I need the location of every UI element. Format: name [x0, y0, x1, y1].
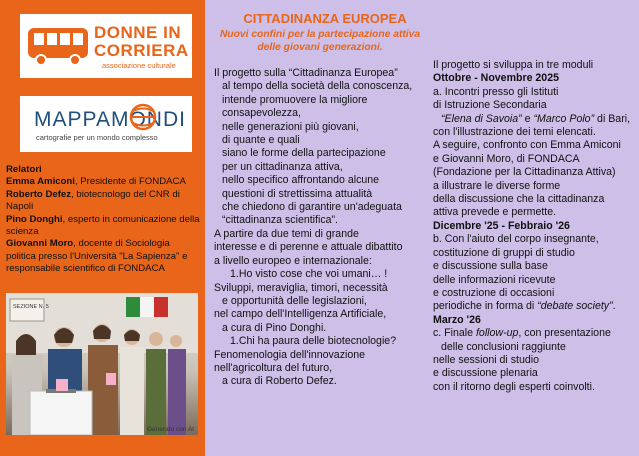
text-line: Fenomenologia dell'innovazione [214, 348, 366, 361]
text-line: questioni di strettissima attualità [222, 187, 373, 200]
text-line: intende promuovere la migliore [222, 93, 368, 106]
text-line: di quante e quali [222, 134, 300, 147]
text-line: b. Con l'aiuto del corpo insegnante, [433, 233, 599, 246]
text-line: A seguire, confronto con Emma Amiconi [433, 139, 621, 152]
text-line: al tempo della società della conoscenza, [222, 80, 413, 93]
page-title: CITTADINANZA EUROPEA [243, 11, 407, 26]
text-line: a livello europeo e internazionale: [214, 254, 372, 267]
text-line: con il ritorno degli esperti coinvolti. [433, 380, 595, 393]
text-line: e Giovanni Moro, di FONDACA [433, 152, 580, 165]
text-line: nel campo dell'Intelligenza Artificiale, [214, 308, 387, 321]
polling-sign: SEZIONE N. 5 [13, 304, 49, 310]
text-line: nell'agricoltura del futuro, [214, 361, 333, 374]
text-line: nelle sessioni di studio [433, 353, 539, 366]
photo-caption: Generato con AI [147, 426, 194, 433]
speaker-item: Pino Donghi, esperto in comunicazione della scienza [6, 213, 200, 238]
donne-logo-title: DONNE IN CORRIERA [94, 23, 189, 60]
text-line: di Istruzione Secondaria [433, 99, 547, 112]
text-line: “cittadinanza scientifica”. [222, 214, 338, 227]
project-description-column [214, 67, 430, 389]
module-2-title: Dicembre '25 - Febbraio '26 [433, 219, 570, 232]
text-line: a. Incontri presso gli Istituti [433, 85, 559, 98]
text-line: Sviluppi, meraviglia, timori, necessità [214, 281, 388, 294]
module-1-title: Ottobre - Novembre 2025 [433, 72, 559, 85]
bus-icon [26, 24, 90, 68]
text-line: siano le forme della partecipazione [222, 147, 386, 160]
mappamondi-title: MAPPAMONDI [34, 108, 186, 131]
text-line: della discussione che la cittadinanza [433, 193, 605, 206]
speaker-item: Emma Amiconi, Presidente di FONDACA [6, 176, 186, 188]
text-line: consapevolezza, [222, 107, 301, 120]
topic-2-title: 1.Chi ha paura delle biotecnologie? [230, 335, 397, 348]
speakers-heading: Relatori [6, 164, 42, 175]
debate-line: periodiche in forma di “debate society”. [433, 300, 616, 313]
text-line: e discussione sulla base [433, 260, 548, 273]
text-line: delle conclusioni raggiunte [441, 340, 566, 353]
text-line: nello specifico affrontando alcune [222, 174, 380, 187]
text-line: delle informazioni ricevute [433, 273, 556, 286]
text-line: (Fondazione per la Cittadinanza Attiva) [433, 166, 616, 179]
text-line: a cura di Roberto Defez. [222, 375, 337, 388]
text-line: e discussione plenaria [433, 367, 538, 380]
text-line: nelle generazioni più giovani, [222, 120, 359, 133]
text-line: con l'illustrazione dei temi elencati. [433, 126, 596, 139]
speakers-list [6, 164, 202, 276]
text-line: Il progetto sulla “Cittadinanza Europea” [214, 67, 398, 79]
left-sidebar [0, 0, 205, 456]
donne-logo-subtitle: associazione culturale [102, 61, 176, 70]
text-line: a cura di Pino Donghi. [222, 321, 327, 334]
speaker-item: Roberto Defez, biotecnologo del CNR di Napoli [6, 188, 180, 213]
text-line: interesse e di perenne e attuale dibattito [214, 241, 403, 254]
text-line: a illustrare le diverse forme [433, 179, 561, 192]
text-line: attiva prevede e permette. [433, 206, 557, 219]
follow-up-line: c. Finale follow-up, con presentazione [433, 327, 611, 340]
topic-1-title: 1.Ho visto cose che voi umani… ! [230, 268, 388, 281]
text-line: che chiedono di garantire un'adeguata [222, 201, 402, 214]
students-voting-photo [6, 293, 198, 435]
mappamondi-logo [20, 96, 192, 152]
modules-intro: Il progetto si sviluppa in tre moduli [433, 59, 594, 71]
text-line: costituzione di gruppi di studio [433, 246, 575, 259]
schools-line: “Elena di Savoia” e “Marco Polo” di Bari, [441, 112, 631, 125]
speaker-item: Giovanni Moro, docente di Sociologia politica presso l'Università "La Sapienza" e responsabile scientifico di FONDACA [6, 238, 188, 275]
text-line: per un cittadinanza attiva, [222, 160, 343, 173]
mappamondi-subtitle: cartografie per un mondo complesso [36, 133, 158, 142]
donne-in-corriera-logo [20, 14, 192, 78]
text-line: e costruzione di occasioni [433, 286, 555, 299]
project-modules-column [433, 59, 637, 394]
text-line: A partire da due temi di grande [214, 227, 359, 240]
module-3-title: Marzo '26 [433, 313, 481, 326]
text-line: e opportunità delle legislazioni, [222, 294, 367, 307]
page-subtitle: Nuovi confini per la partecipazione attiva delle giovani generazioni. [219, 29, 421, 53]
globe-icon [124, 100, 162, 134]
students-illustration [6, 293, 198, 435]
